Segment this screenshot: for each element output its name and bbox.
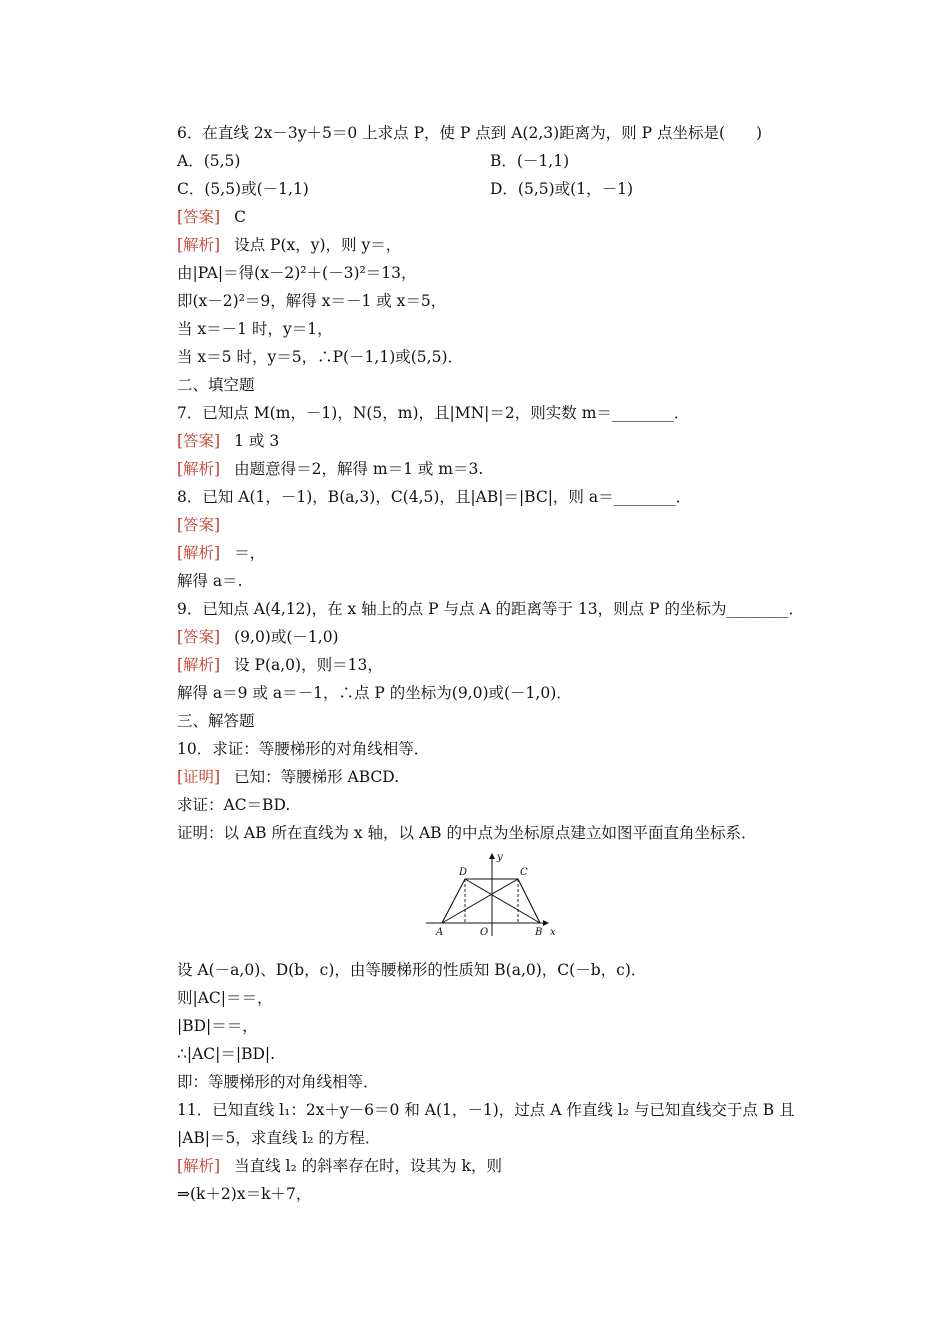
section-fill-in: 二、填空题 (177, 376, 255, 394)
q10-proof-4: |BD|＝＝， (177, 1017, 258, 1035)
q10-proof-5: ∴|AC|＝|BD|. (177, 1045, 276, 1063)
q11-analysis-line (177, 1156, 502, 1176)
q8-stem: 8．已知 A(1，－1)，B(a,3)，C(4,5)，且|AB|＝|BC|，则 a＝________． (177, 488, 692, 506)
q8-analysis-1: ＝， (234, 544, 266, 562)
label-c: C (520, 867, 528, 878)
trapezoid-diagram (420, 848, 560, 940)
q7-analysis: 由题意得＝2，解得 m＝1 或 m＝3. (234, 460, 484, 478)
section-solutions: 三、解答题 (177, 712, 255, 730)
q6-option-c: C．(5,5)或(－1,1) (177, 180, 309, 198)
label-o: O (480, 927, 489, 938)
answer-tag: [答案] (177, 208, 221, 226)
q10-proof-6: 即：等腰梯形的对角线相等． (177, 1073, 379, 1091)
analysis-tag: [解析] (177, 236, 221, 254)
q11-analysis-2: ⇒(k＋2)x＝k＋7， (177, 1185, 312, 1203)
q10-proof-1: 证明：以 AB 所在直线为 x 轴，以 AB 的中点为坐标原点建立如图平面直角坐标系． (177, 824, 757, 842)
q8-analysis-line (177, 543, 265, 563)
q9-analysis-line (177, 655, 383, 675)
q6-analysis-4: 当 x＝－1 时，y＝1， (177, 320, 333, 338)
q6-option-b: B．(－1,1) (490, 152, 570, 170)
q9-stem: 9．已知点 A(4,12)，在 x 轴上的点 P 与点 A 的距离等于 13，则点 P 的坐标为________． (177, 600, 804, 618)
q9-analysis-1: 设 P(a,0)，则＝13， (234, 656, 383, 674)
label-x: x (550, 927, 556, 938)
label-a: A (436, 927, 444, 938)
answer-tag: [答案] (177, 432, 221, 450)
answer-tag: [答案] (177, 628, 221, 646)
trapezoid-figure (420, 848, 560, 940)
q11-stem-2: |AB|＝5，求直线 l₂ 的方程． (177, 1129, 381, 1147)
q10-proof-2: 设 A(－a,0)、D(b，c)，由等腰梯形的性质知 B(a,0)，C(－b，c)． (177, 961, 647, 979)
q10-proof-3: 则|AC|＝＝， (177, 989, 273, 1007)
label-y: y (497, 852, 503, 863)
q7-answer: 1 或 3 (234, 432, 280, 450)
q6-analysis-3: 即(x－2)²＝9，解得 x＝－1 或 x＝5， (177, 292, 447, 310)
q8-answer-line (177, 515, 220, 535)
q7-answer-line (177, 431, 279, 451)
trapezoid-shape (442, 879, 540, 923)
label-b: B (535, 927, 543, 938)
q10-stem: 10．求证：等腰梯形的对角线相等． (177, 740, 430, 758)
analysis-tag: [解析] (177, 544, 221, 562)
analysis-tag: [解析] (177, 1157, 221, 1175)
label-d: D (459, 867, 468, 878)
q11-analysis-1: 当直线 l₂ 的斜率存在时，设其为 k，则 (234, 1157, 502, 1175)
analysis-tag: [解析] (177, 460, 221, 478)
proof-tag: [证明] (177, 768, 221, 786)
q6-option-a: A．(5,5) (177, 152, 241, 170)
q6-analysis-1: 设点 P(x，y)，则 y＝， (234, 236, 402, 254)
q8-analysis-2: 解得 a＝. (177, 572, 243, 590)
q9-answer: (9,0)或(－1,0) (234, 628, 339, 646)
q11-stem-1: 11．已知直线 l₁：2x＋y－6＝0 和 A(1，－1)，过点 A 作直线 l₂ 与已知直线交于点 B 且 (177, 1101, 795, 1119)
q7-stem: 7．已知点 M(m，－1)，N(5，m)，且|MN|＝2，则实数 m＝________． (177, 404, 690, 422)
q6-stem: 6．在直线 2x－3y＋5＝0 上求点 P，使 P 点到 A(2,3)距离为，则 P 点坐标是( ) (177, 124, 763, 142)
q6-analysis-5: 当 x＝5 时，y＝5，∴P(－1,1)或(5,5)． (177, 348, 463, 366)
q6-option-d: D．(5,5)或(1，－1) (490, 180, 633, 198)
q9-answer-line (177, 627, 339, 647)
q6-analysis-line (177, 235, 401, 255)
q9-analysis-2: 解得 a＝9 或 a＝－1，∴点 P 的坐标为(9,0)或(－1,0)． (177, 684, 572, 702)
q10-given: 已知：等腰梯形 ABCD. (234, 768, 400, 786)
analysis-tag: [解析] (177, 656, 221, 674)
q10-to-prove: 求证：AC＝BD. (177, 796, 291, 814)
q7-analysis-line (177, 459, 483, 479)
q10-proof-line (177, 767, 399, 787)
answer-tag: [答案] (177, 516, 221, 534)
q6-analysis-2: 由|PA|＝得(x－2)²＋(－3)²＝13， (177, 264, 417, 282)
q6-answer-line (177, 207, 246, 227)
q6-answer: C (234, 208, 246, 226)
